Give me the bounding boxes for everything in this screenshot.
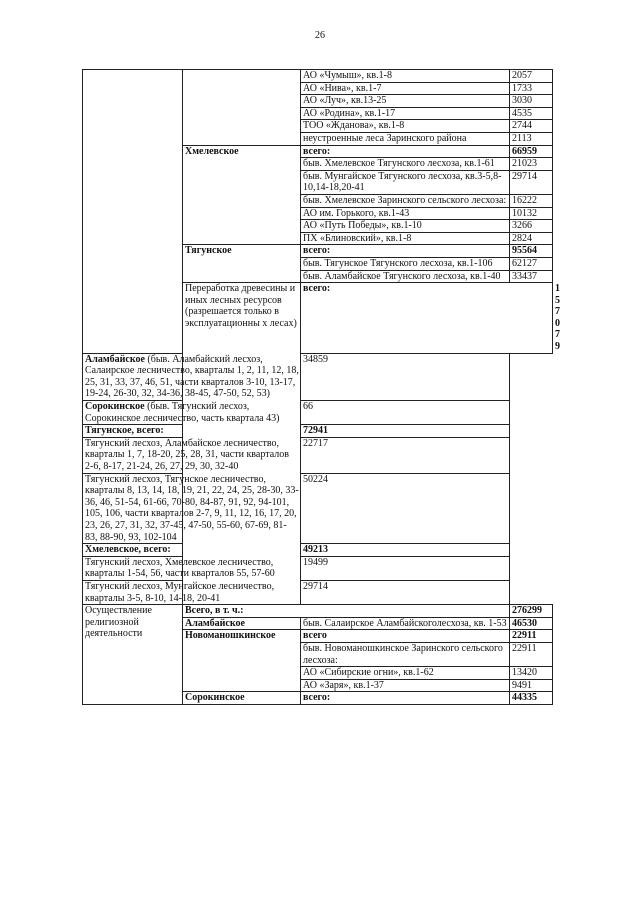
forestry-label: Сорокинское (85, 401, 145, 413)
area-name (83, 353, 301, 400)
area-value: 3266 (510, 220, 553, 233)
area-value: 16222 (510, 194, 553, 207)
area-value: 13420 (510, 667, 553, 680)
forestry-label: Аламбайское (183, 617, 301, 630)
area-name: быв. Аламбайское Тягунского лесхоза, кв.1-40 (301, 270, 510, 283)
area-name: быв. Салаирское Аламбайскоголесхоза, кв. 1-53 (301, 617, 510, 630)
total-label: Всего, в т. ч.: (183, 605, 510, 618)
forest-allocation-table (82, 69, 560, 705)
table-row: Переработка древесины и иных лесных ресурсов (разрешается только в эксплуатационны х лесах) всего: 157079 (83, 283, 553, 354)
total-label: всего (301, 630, 510, 643)
total-label: Хмелевское, всего: (83, 544, 301, 557)
area-value: 21023 (510, 158, 553, 171)
total-label: всего: (301, 145, 510, 158)
area-value: 19499 (301, 556, 510, 580)
table-row (83, 544, 553, 557)
area-description: (быв. Тягунский лесхоз, Сорокинское лесничество, часть квартала 43) (85, 401, 280, 424)
total-value: 66959 (510, 145, 553, 158)
area-value: 3030 (510, 95, 553, 108)
area-name: неустроенные леса Заринского района (301, 132, 510, 145)
area-name: Тягунский лесхоз, Аламбайское лесничество, кварталы 1, 7, 18-20, 25, 28, 31, части кварталов 2-6, 8-17, 21-24, 26, 27, 29, 30, 32-40 (83, 437, 301, 473)
table-row (83, 556, 553, 580)
activity-cell (83, 70, 183, 354)
area-name: АО «Заря», кв.1-37 (301, 679, 510, 692)
table-row (83, 473, 553, 544)
total-value: 276299 (510, 605, 553, 618)
area-description: (быв. Аламбайский лесхоз, Салаирское лесничество, кварталы 1, 2, 11, 12, 18, 25, 31, 33, 37, 46, 51, части кварталов 3-10, 13-17, 19-24, 26-30, 32, 34-36, 38-45, 47-50, 52, 53) (85, 353, 299, 400)
total-label: всего: (301, 245, 510, 258)
area-name: Тягунский лесхоз, Тягунское лесничество, кварталы 8, 13, 14, 18, 19, 21, 22, 24, 25, 28-30, 33-36, 46, 51-54, 61-66, 70-80, 84-87, 91, 92, 94-101, 105, 106, части кварталов 2-7, 9, 11, 12, 16, 17, 20, 23, 26, 27, 31, 32, 37-45, 47-50, 55-60, 67-69, 81-83, 88-90, 93, 102-104 (83, 473, 301, 544)
forestry-label: Хмелевское (183, 145, 301, 245)
forestry-label: Аламбайское (85, 353, 145, 365)
area-value: 22911 (510, 642, 553, 666)
total-label: всего: (301, 692, 510, 705)
area-name: АО «Чумыш», кв.1-8 (301, 70, 510, 83)
area-name: АО «Сибирские огни», кв.1-62 (301, 667, 510, 680)
table-row (83, 605, 553, 618)
area-value: 62127 (510, 257, 553, 270)
total-value: 95564 (510, 245, 553, 258)
total-label: всего: (301, 283, 553, 354)
area-name: быв. Хмелевское Заринского сельского лесхоза: (301, 194, 510, 207)
area-name: быв. Мунгайское Тягунского лесхоза, кв.3-5,8-10,14-18,20-41 (301, 170, 510, 194)
area-name: Тягунский лесхоз, Мунгайское лесничество, кварталы 3-5, 8-10, 14-18, 20-41 (83, 580, 301, 604)
total-value: 46530 (510, 617, 553, 630)
forestry-cell (183, 70, 301, 146)
forestry-label: Тягунское (183, 245, 301, 283)
total-value: 22911 (510, 630, 553, 643)
area-name: АО «Нива», кв.1-7 (301, 82, 510, 95)
area-name: АО «Луч», кв.13-25 (301, 95, 510, 108)
area-value: 50224 (301, 473, 510, 544)
area-value: 22717 (301, 437, 510, 473)
total-value: 72941 (301, 425, 510, 438)
area-value: 2824 (510, 232, 553, 245)
total-value: 49213 (301, 544, 510, 557)
area-name: быв. Тягунское Тягунского лесхоза, кв.1-106 (301, 257, 510, 270)
area-value: 2744 (510, 120, 553, 133)
table-row (83, 401, 553, 425)
area-name: АО «Путь Победы», кв.1-10 (301, 220, 510, 233)
area-value: 29714 (510, 170, 553, 194)
table-row (83, 353, 553, 400)
area-value: 10132 (510, 207, 553, 220)
area-value: 9491 (510, 679, 553, 692)
forestry-label: Новоманошкинское (183, 630, 301, 692)
table-row (83, 425, 553, 438)
area-name: быв. Хмелевское Тягунского лесхоза, кв.1-61 (301, 158, 510, 171)
area-name: Тягунский лесхоз, Хмелевское лесничество, кварталы 1-54, 56, части кварталов 55, 57-60 (83, 556, 301, 580)
table-row (83, 437, 553, 473)
page-number: 26 (315, 30, 325, 41)
area-value: 1733 (510, 82, 553, 95)
area-name: ТОО «Жданова», кв.1-8 (301, 120, 510, 133)
area-name: АО «Родина», кв.1-17 (301, 107, 510, 120)
area-value: 66 (301, 401, 510, 425)
total-label: Тягунское, всего: (83, 425, 301, 438)
area-name: АО им. Горького, кв.1-43 (301, 207, 510, 220)
area-name: быв. Новоманошкинское Заринского сельского лесхоза: (301, 642, 510, 666)
area-value: 4535 (510, 107, 553, 120)
area-value: 29714 (301, 580, 510, 604)
area-value: 2113 (510, 132, 553, 145)
activity-label: Переработка древесины и иных лесных ресурсов (разрешается только в эксплуатационны х лесах) (183, 283, 301, 605)
area-name: ПХ «Блиновский», кв.1-8 (301, 232, 510, 245)
total-value: 44335 (510, 692, 553, 705)
area-value: 2057 (510, 70, 553, 83)
activity-label: Осуществление религиозной деятельности (83, 605, 183, 705)
table-row (83, 580, 553, 604)
area-value: 34859 (301, 353, 510, 400)
area-name (83, 401, 301, 425)
forestry-label: Сорокинское (183, 692, 301, 705)
table-row (83, 70, 553, 83)
area-value: 33437 (510, 270, 553, 283)
